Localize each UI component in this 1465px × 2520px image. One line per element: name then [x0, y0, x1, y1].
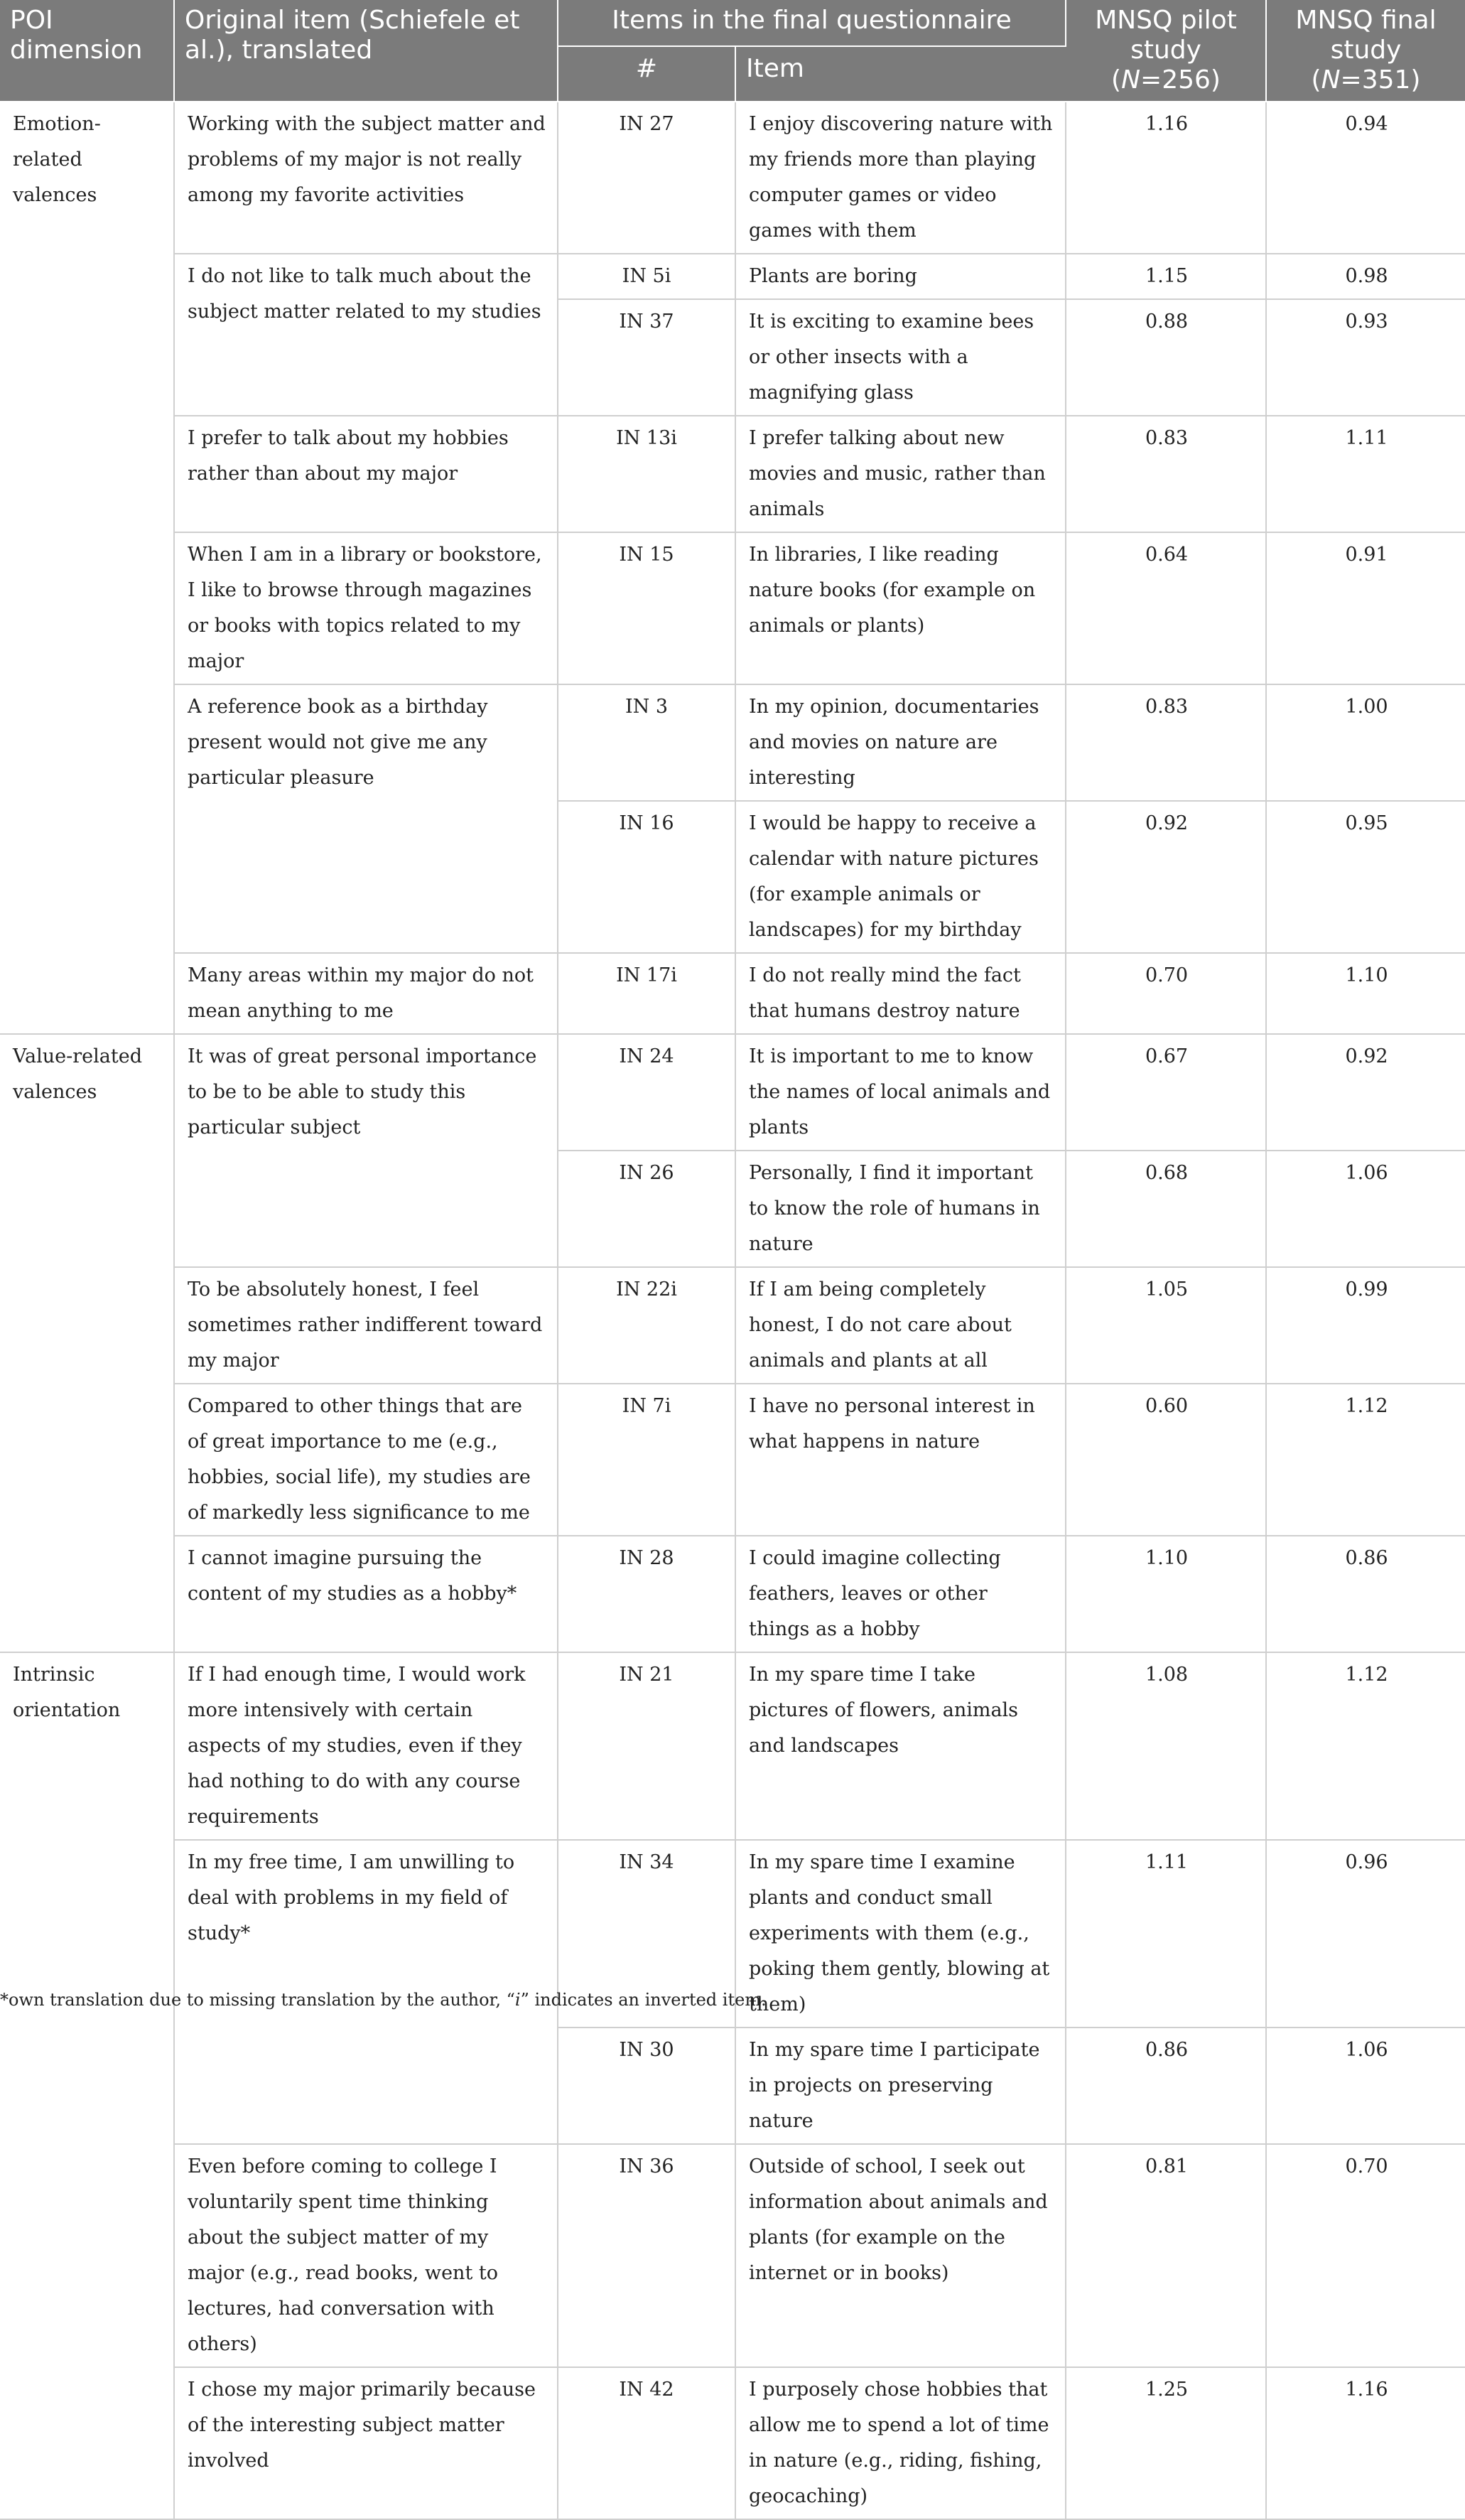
mnsq-pilot-cell: 0.81	[1066, 2144, 1266, 2367]
item-text-cell: In my spare time I take pictures of flowers, animals and landscapes	[735, 1652, 1066, 1840]
table-row	[0, 1034, 1465, 1151]
item-number-cell: IN 13i	[558, 416, 735, 532]
mnsq-pilot-cell: 1.08	[1066, 1652, 1266, 1840]
mnsq-final-cell: 1.12	[1266, 1652, 1465, 1840]
item-number-cell: IN 7i	[558, 1384, 735, 1536]
table-row	[0, 1536, 1465, 1652]
mnsq-final-cell: 0.92	[1266, 1034, 1465, 1151]
item-text-cell: In my spare time I examine plants and conduct small experiments with them (e.g., poking them gently, blowing at them)	[735, 1840, 1066, 2028]
mnsq-pilot-cell: 0.68	[1066, 1151, 1266, 1267]
mnsq-final-cell: 0.98	[1266, 254, 1465, 299]
original-item-cell: Many areas within my major do not mean anything to me	[174, 953, 558, 1034]
mnsq-pilot-cell: 0.64	[1066, 532, 1266, 684]
table-row	[0, 102, 1465, 254]
original-item-cell: I chose my major primarily because of the interesting subject matter involved	[174, 2367, 558, 2519]
item-text-cell: I prefer talking about new movies and music, rather than animals	[735, 416, 1066, 532]
mnsq-final-cell: 1.10	[1266, 953, 1465, 1034]
mnsq-pilot-cell: 0.70	[1066, 953, 1266, 1034]
mnsq-pilot-cell: 0.86	[1066, 2028, 1266, 2144]
table-row	[0, 254, 1465, 299]
item-text-cell: If I am being completely honest, I do not care about animals and plants at all	[735, 1267, 1066, 1384]
original-item-cell: To be absolutely honest, I feel sometimes rather indifferent toward my major	[174, 1267, 558, 1384]
item-text-cell: I would be happy to receive a calendar with nature pictures (for example animals or landscapes) for my birthday	[735, 801, 1066, 953]
header-mnsq-pilot: MNSQ pilot study (N=256)	[1066, 0, 1266, 102]
header-original-item: Original item (Schiefele et al.), translated	[174, 0, 558, 102]
table-row	[0, 416, 1465, 532]
item-number-cell: IN 24	[558, 1034, 735, 1151]
original-item-cell: I cannot imagine pursuing the content of my studies as a hobby*	[174, 1536, 558, 1652]
header-item-text: Item	[735, 46, 1066, 102]
table-header	[0, 0, 1465, 102]
item-number-cell: IN 5i	[558, 254, 735, 299]
header-item-number: #	[558, 46, 735, 102]
original-item-cell: Compared to other things that are of great importance to me (e.g., hobbies, social life), my studies are of markedly less significance to me	[174, 1384, 558, 1536]
table-body	[0, 102, 1465, 2519]
item-number-cell: IN 27	[558, 102, 735, 254]
mnsq-final-cell: 1.06	[1266, 2028, 1465, 2144]
item-text-cell: In libraries, I like reading nature books (for example on animals or plants)	[735, 532, 1066, 684]
item-text-cell: I do not really mind the fact that humans destroy nature	[735, 953, 1066, 1034]
item-number-cell: IN 15	[558, 532, 735, 684]
item-number-cell: IN 36	[558, 2144, 735, 2367]
mnsq-final-cell: 0.99	[1266, 1267, 1465, 1384]
original-item-cell: I do not like to talk much about the subject matter related to my studies	[174, 254, 558, 416]
item-text-cell: I purposely chose hobbies that allow me to spend a lot of time in nature (e.g., riding, fishing, geocaching)	[735, 2367, 1066, 2519]
table-row	[0, 1267, 1465, 1384]
header-final-items-group: Items in the final questionnaire	[558, 0, 1066, 46]
item-text-cell: In my opinion, documentaries and movies on nature are interesting	[735, 684, 1066, 801]
table-row	[0, 1384, 1465, 1536]
item-number-cell: IN 22i	[558, 1267, 735, 1384]
mnsq-pilot-cell: 0.92	[1066, 801, 1266, 953]
mnsq-pilot-cell: 0.83	[1066, 416, 1266, 532]
mnsq-final-cell: 0.86	[1266, 1536, 1465, 1652]
item-number-cell: IN 17i	[558, 953, 735, 1034]
table-row	[0, 1652, 1465, 1840]
original-item-cell: If I had enough time, I would work more intensively with certain aspects of my studies, even if they had nothing to do with any course requirements	[174, 1652, 558, 1840]
mnsq-final-cell: 0.96	[1266, 1840, 1465, 2028]
item-number-cell: IN 28	[558, 1536, 735, 1652]
item-text-cell: Plants are boring	[735, 254, 1066, 299]
original-item-cell: It was of great personal importance to be to be able to study this particular subject	[174, 1034, 558, 1267]
original-item-cell: I prefer to talk about my hobbies rather than about my major	[174, 416, 558, 532]
mnsq-final-cell: 1.12	[1266, 1384, 1465, 1536]
mnsq-pilot-cell: 1.10	[1066, 1536, 1266, 1652]
item-number-cell: IN 34	[558, 1840, 735, 2028]
original-item-cell: Working with the subject matter and problems of my major is not really among my favorite activities	[174, 102, 558, 254]
original-item-cell: A reference book as a birthday present would not give me any particular pleasure	[174, 684, 558, 953]
mnsq-pilot-cell: 0.60	[1066, 1384, 1266, 1536]
item-number-cell: IN 21	[558, 1652, 735, 1840]
item-text-cell: I have no personal interest in what happens in nature	[735, 1384, 1066, 1536]
original-item-cell: Even before coming to college I voluntarily spent time thinking about the subject matter of my major (e.g., read books, went to lectures, had conversation with others)	[174, 2144, 558, 2367]
item-number-cell: IN 42	[558, 2367, 735, 2519]
header-mnsq-final: MNSQ final study (N=351)	[1266, 0, 1465, 102]
item-text-cell: It is important to me to know the names of local animals and plants	[735, 1034, 1066, 1151]
mnsq-pilot-cell: 0.83	[1066, 684, 1266, 801]
mnsq-final-cell: 0.93	[1266, 299, 1465, 416]
item-text-cell: I enjoy discovering nature with my friends more than playing computer games or video games with them	[735, 102, 1066, 254]
mnsq-final-cell: 0.70	[1266, 2144, 1465, 2367]
item-text-cell: Outside of school, I seek out information about animals and plants (for example on the internet or in books)	[735, 2144, 1066, 2367]
original-item-cell: When I am in a library or bookstore, I like to browse through magazines or books with topics related to my major	[174, 532, 558, 684]
mnsq-final-cell: 1.06	[1266, 1151, 1465, 1267]
mnsq-final-cell: 1.00	[1266, 684, 1465, 801]
mnsq-pilot-cell: 1.16	[1066, 102, 1266, 254]
header-dimension: POI dimension	[0, 0, 174, 102]
dimension-cell: Intrinsic orientation	[0, 1652, 174, 2519]
mnsq-final-cell: 0.95	[1266, 801, 1465, 953]
item-text-cell: I could imagine collecting feathers, leaves or other things as a hobby	[735, 1536, 1066, 1652]
item-number-cell: IN 26	[558, 1151, 735, 1267]
item-text-cell: In my spare time I participate in projects on preserving nature	[735, 2028, 1066, 2144]
table-row	[0, 532, 1465, 684]
item-number-cell: IN 30	[558, 2028, 735, 2144]
mnsq-pilot-cell: 0.88	[1066, 299, 1266, 416]
mnsq-pilot-cell: 1.25	[1066, 2367, 1266, 2519]
mnsq-pilot-cell: 1.05	[1066, 1267, 1266, 1384]
mnsq-pilot-cell: 0.67	[1066, 1034, 1266, 1151]
item-number-cell: IN 37	[558, 299, 735, 416]
item-text-cell: It is exciting to examine bees or other insects with a magnifying glass	[735, 299, 1066, 416]
mnsq-pilot-cell: 1.11	[1066, 1840, 1266, 2028]
table-row	[0, 2144, 1465, 2367]
dimension-cell: Emotion-related valences	[0, 102, 174, 1034]
table-footnote: *own translation due to missing translation by the author, “i” indicates an inverted item.	[0, 1990, 767, 2010]
item-text-cell: Personally, I find it important to know the role of humans in nature	[735, 1151, 1066, 1267]
mnsq-final-cell: 0.91	[1266, 532, 1465, 684]
mnsq-final-cell: 1.16	[1266, 2367, 1465, 2519]
table-row	[0, 2367, 1465, 2519]
table-row	[0, 953, 1465, 1034]
dimension-cell: Value-related valences	[0, 1034, 174, 1652]
original-item-cell: In my free time, I am unwilling to deal with problems in my field of study*	[174, 1840, 558, 2144]
mnsq-final-cell: 1.11	[1266, 416, 1465, 532]
item-number-cell: IN 3	[558, 684, 735, 801]
table-row	[0, 684, 1465, 801]
item-number-cell: IN 16	[558, 801, 735, 953]
mnsq-pilot-cell: 1.15	[1066, 254, 1266, 299]
mnsq-final-cell: 0.94	[1266, 102, 1465, 254]
